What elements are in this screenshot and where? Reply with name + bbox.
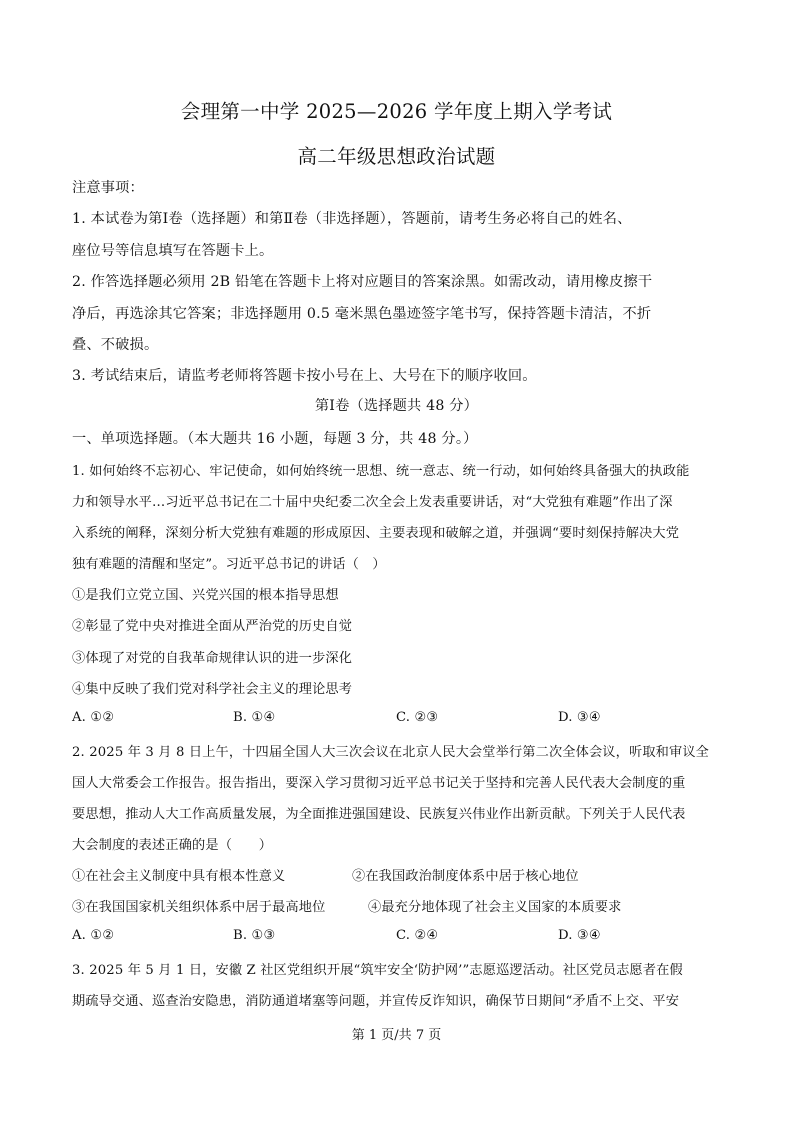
q2-item: ①在社会主义制度中具有根本性意义: [72, 869, 286, 884]
exam-title: 会理第一中学 2025—2026 学年度上期入学考试: [180, 100, 613, 123]
q2-option-a: A. ①②: [72, 928, 115, 943]
q2-stem-line: 2. 2025 年 3 月 8 日上午，十四届全国人大三次会议在北京人民大会堂举行第二次全体会议，听取和审议全: [72, 745, 710, 760]
q1-stem-line: 入系统的阐释，深刻分析大党独有难题的形成原因、主要表现和破解之道，并强调“要时刻保持解决大党: [72, 526, 680, 541]
notice-1-line-1: 1. 本试卷为第Ⅰ卷（选择题）和第Ⅱ卷（非选择题），答题前，请考生务必将自己的姓名、: [72, 211, 632, 227]
q3-stem-line: 期疏导交通、巡查治安隐患，消防通道堵塞等问题，并宣传反诈知识，确保节日期间“矛盾不上交、平安: [72, 994, 680, 1009]
q1-option-a: A. ①②: [72, 710, 115, 725]
q1-stem-line: 力和领导水平…习近平总书记在二十届中央纪委二次全会上发表重要讲话，对“大党独有难题”作出了深: [72, 495, 673, 510]
q2-option-c: C. ②④: [396, 928, 439, 943]
q2-item: ④最充分地体现了社会主义国家的本质要求: [368, 900, 622, 915]
q1-option-b: B. ①④: [233, 710, 276, 725]
q3-stem-line: 3. 2025 年 5 月 1 日，安徽 Z 社区党组织开展“筑牢安全‘防护网’”志愿巡逻活动。社区党员志愿者在假: [72, 963, 683, 978]
q2-stem-line: 大会制度的表述正确的是（ ）: [72, 838, 273, 853]
q1-item: ①是我们立党立国、兴党兴国的根本指导思想: [72, 588, 339, 603]
q1-stem-line: 独有难题的清醒和坚定”。习近平总书记的讲话（ ）: [72, 557, 386, 572]
q1-stem-line: 1. 如何始终不忘初心、牢记使命，如何始终统一思想、统一意志、统一行动，如何始终具备强大的执政能: [72, 464, 690, 479]
q2-stem-line: 国人大常委会工作报告。报告指出，要深入学习贯彻习近平总书记关于坚持和完善人民代表大会制度的重: [72, 776, 686, 791]
q2-option-d: D. ③④: [558, 928, 601, 943]
notice-2-line-2: 净后，再选涂其它答案；非选择题用 0.5 毫米黑色墨迹签字笔书写，保持答题卡清洁，不折: [72, 306, 652, 322]
notice-2-line-1: 2. 作答选择题必须用 2B 铅笔在答题卡上将对应题目的答案涂黑。如需改动，请用橡皮擦干: [72, 274, 653, 290]
exam-subtitle: 高二年级思想政治试题: [297, 145, 496, 168]
q1-item: ③体现了对党的自我革命规律认识的进一步深化: [72, 651, 353, 666]
q2-option-b: B. ①③: [233, 928, 276, 943]
notice-2-line-3: 叠、不破损。: [72, 337, 159, 353]
q2-stem-line: 要思想，推动人大工作高质量发展，为全面推进强国建设、民族复兴伟业作出新贡献。下列关于人民代表: [72, 807, 686, 822]
q1-item: ④集中反映了我们党对科学社会主义的理论思考: [72, 682, 353, 697]
q2-item: ③在我国国家机关组织体系中居于最高地位: [72, 900, 326, 915]
q1-item: ②彰显了党中央对推进全面从严治党的历史自觉: [72, 619, 353, 634]
notice-heading: 注意事项：: [72, 180, 144, 196]
q1-option-d: D. ③④: [558, 710, 601, 725]
section-title: 第Ⅰ卷（选择题共 48 分）: [314, 398, 479, 414]
notice-1-line-2: 座位号等信息填写在答题卡上。: [72, 243, 274, 259]
q1-option-c: C. ②③: [396, 710, 439, 725]
q2-item: ②在我国政治制度体系中居于核心地位: [352, 869, 579, 884]
page-footer: 第 1 页/共 7 页: [351, 1028, 442, 1043]
part-heading: 一、单项选择题。（本大题共 16 小题，每题 3 分，共 48 分。）: [72, 431, 478, 447]
notice-3: 3. 考试结束后，请监考老师将答题卡按小号在上、大号在下的顺序收回。: [72, 368, 537, 384]
